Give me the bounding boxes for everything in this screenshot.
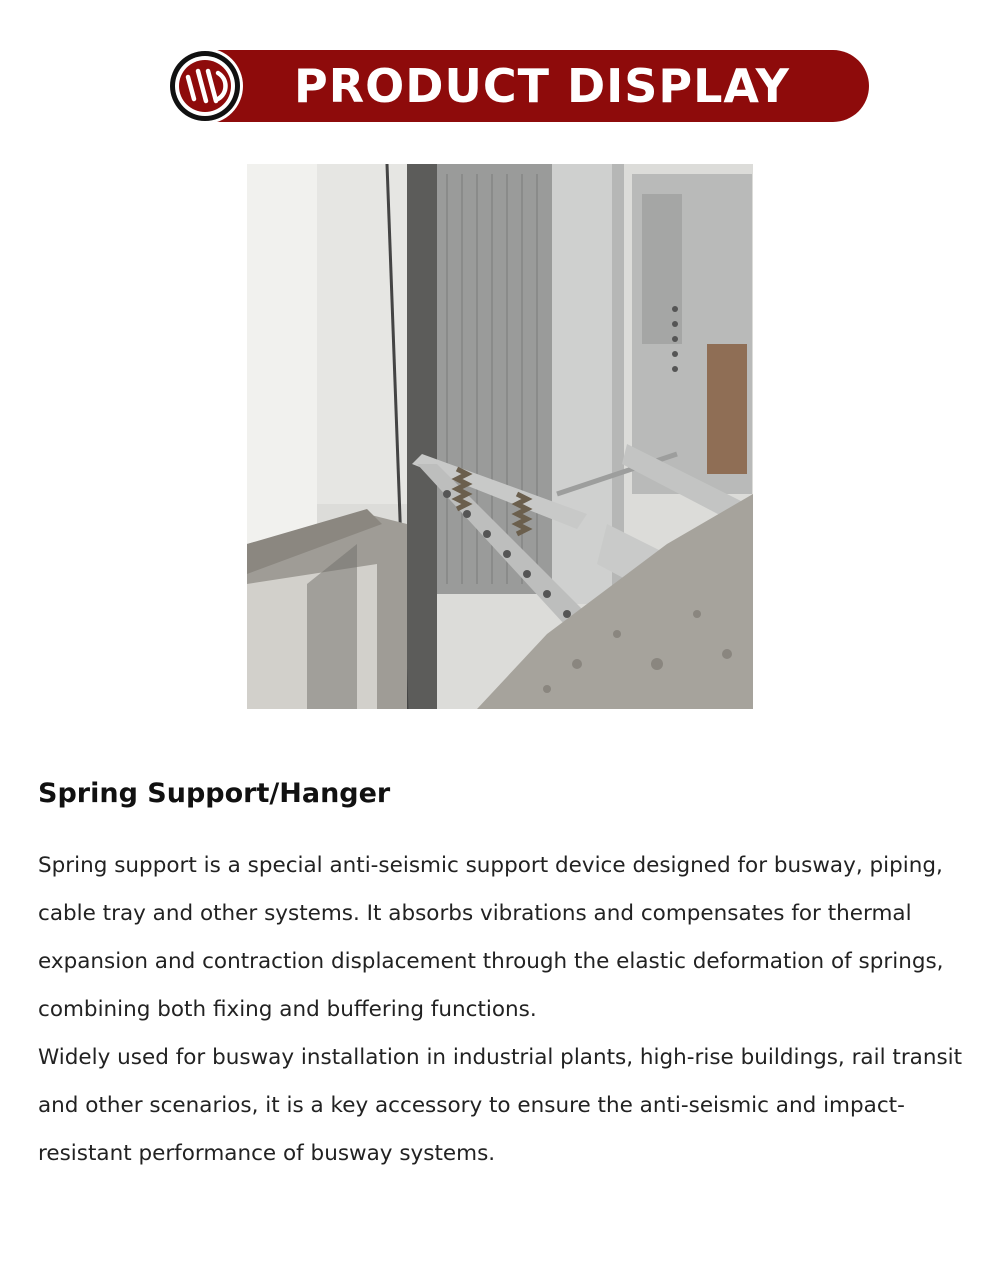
spring-support-photo [247,164,753,709]
company-logo-icon [166,47,244,125]
page-title: PRODUCT DISPLAY [294,59,790,113]
description-paragraph: Spring support is a special anti-seismic support device designed for busway, piping, cable tray and other systems. It absorbs vibrations and compensates for thermal expansion and contraction displacement through the elastic deformation of springs, combining both fixing and buffering functions. [38,853,944,1022]
product-name: Spring Support/Hanger [38,778,391,809]
product-photo [247,164,753,709]
description-paragraph: Widely used for busway installation in industrial plants, high-rise buildings, rail transit and other scenarios, it is a key accessory to ensure the anti-seismic and impact-resistant performance of busway systems. [38,1045,963,1166]
product-description [38,842,968,1178]
